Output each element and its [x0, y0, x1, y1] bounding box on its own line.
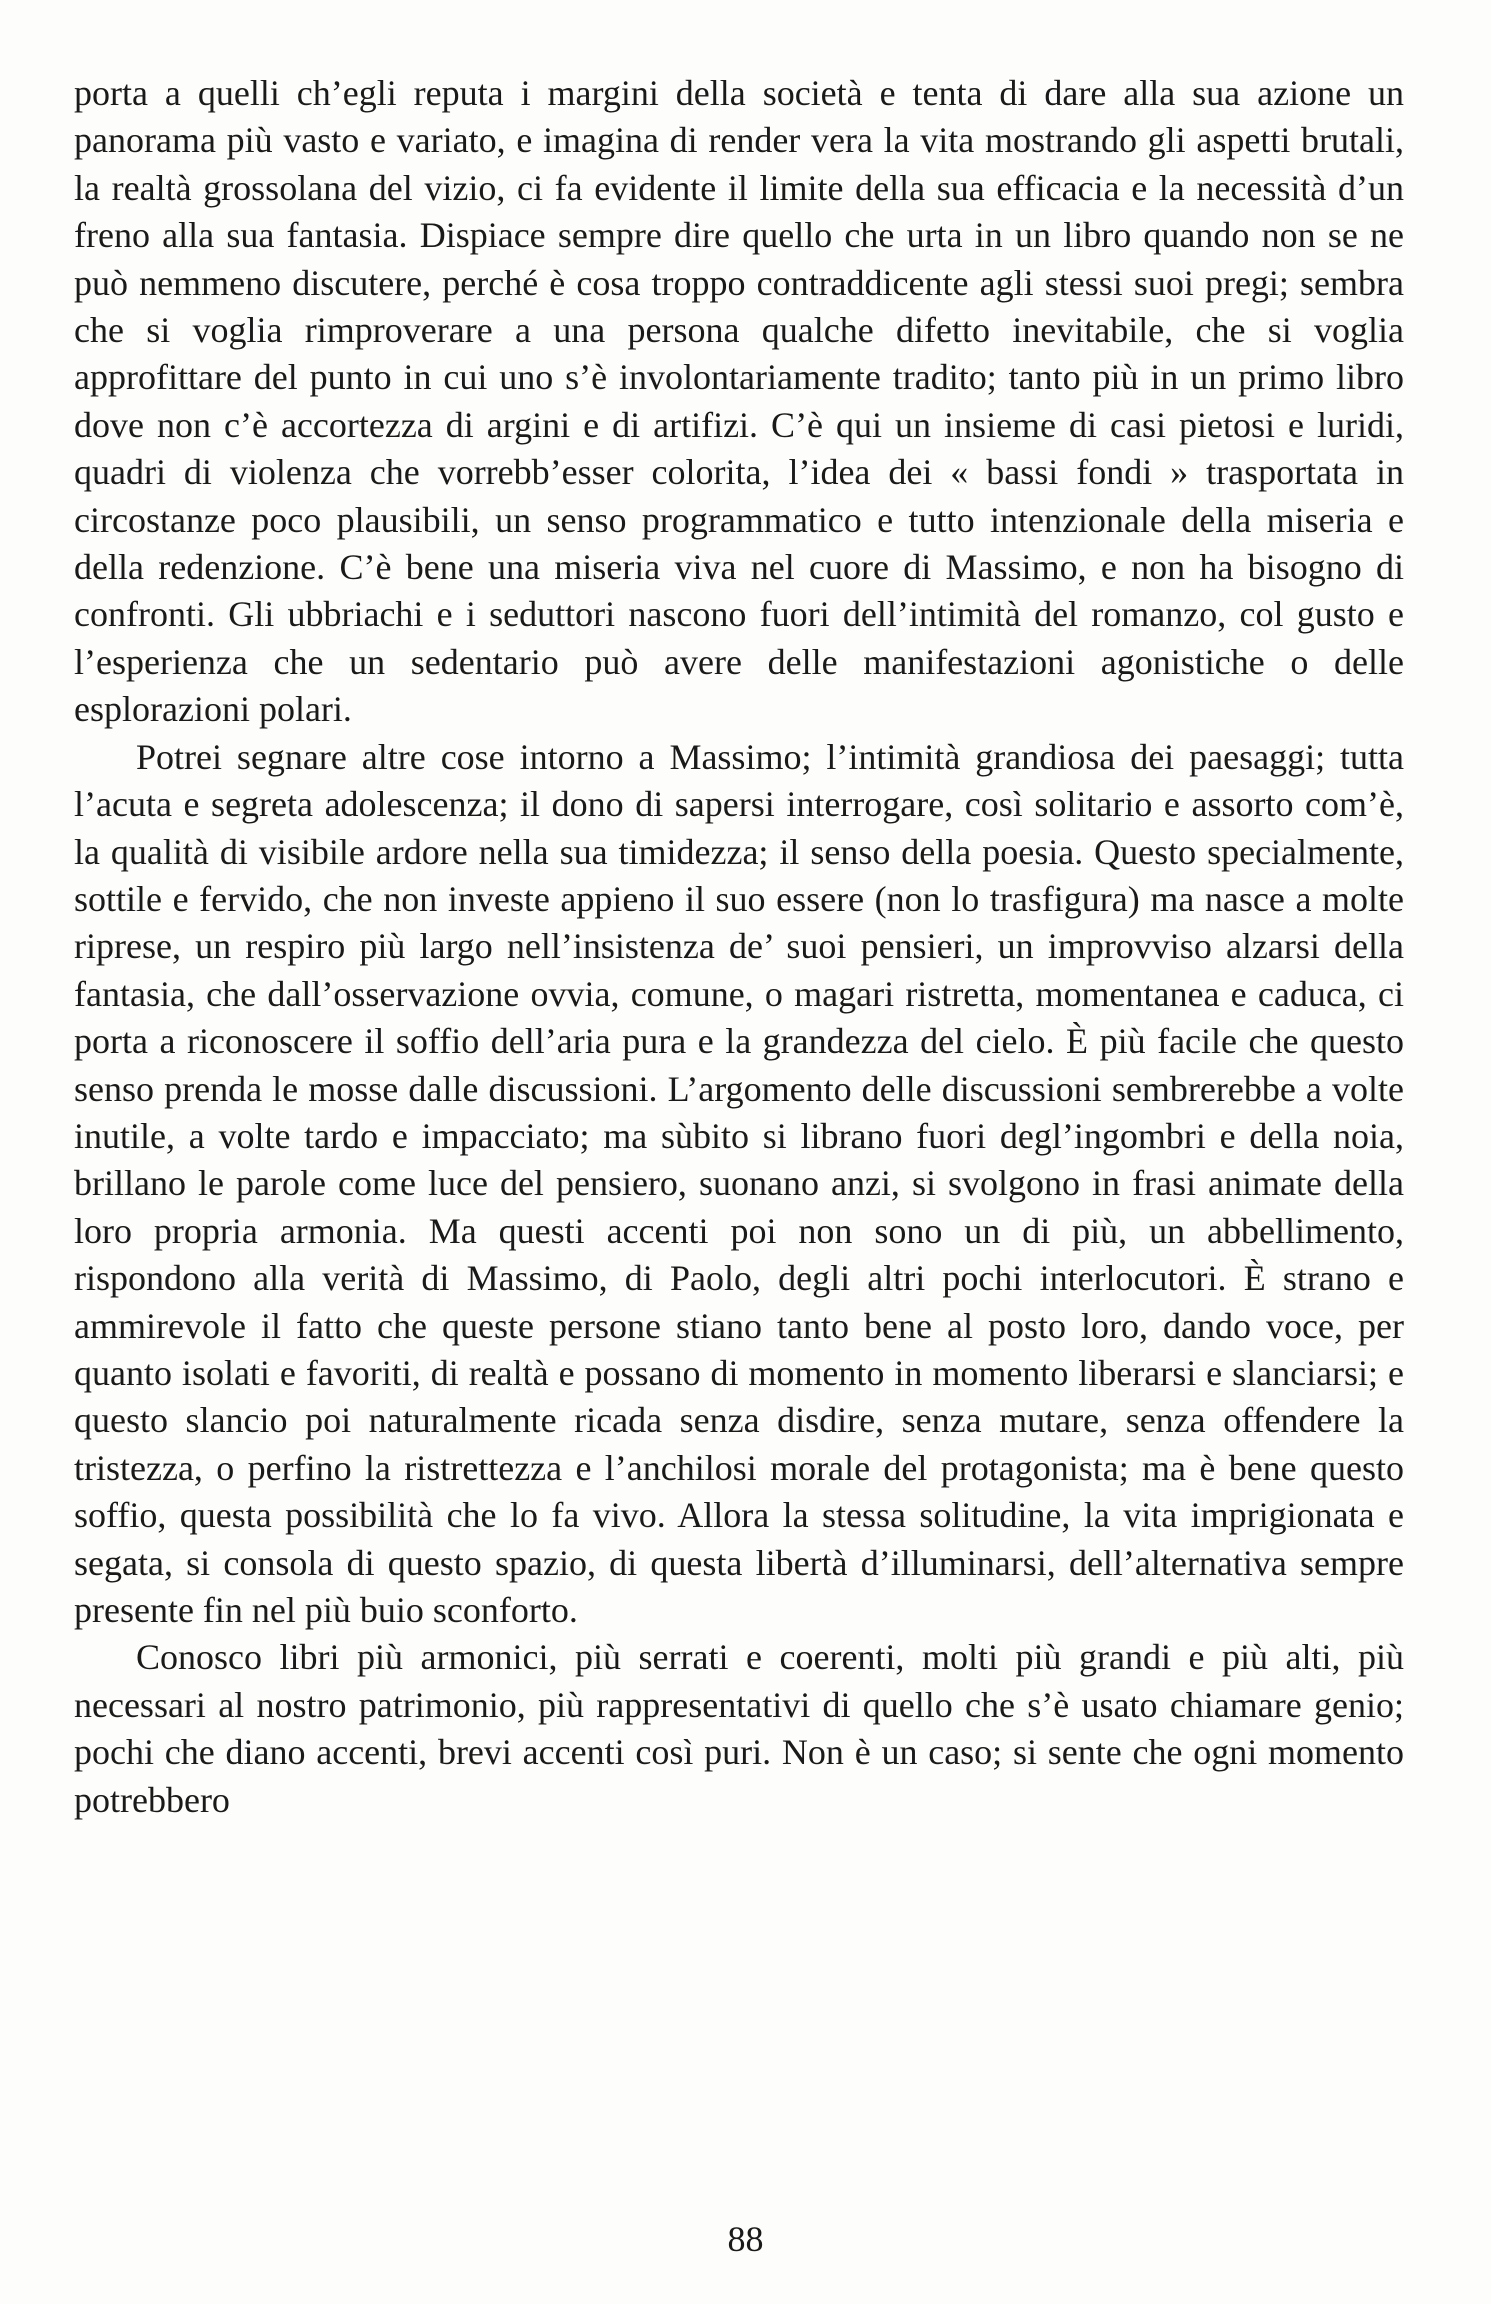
paragraph-3: Conosco libri più armonici, più serrati e coerenti, molti più grandi e più alti, più necessari al nostro patrimonio, più rappresentativi di quello che s’è usato chiamare genio; pochi che diano accenti, brevi accenti così puri. Non è un caso; si sente che ogni momento potrebbero	[74, 1637, 1404, 1820]
page-number: 88	[727, 2219, 764, 2259]
paragraph-1: porta a quelli ch’egli reputa i margini della società e tenta di dare alla sua azione un panorama più vasto e variato, e imagina di render vera la vita mostrando gli aspetti brutali, la realtà grossolana del vizio, ci fa evidente il limite della sua efficacia e la necessità d’un freno alla sua fantasia. Dispiace sempre dire quello che urta in un libro quando non se ne può nemmeno discutere, perché è cosa troppo contraddicente agli stessi suoi pregi; sembra che si voglia rimproverare a una persona qualche difetto inevitabile, che si voglia approfittare del punto in cui uno s’è involontariamente tradito; tanto più in un primo libro dove non c’è accortezza di argini e di artifizi. C’è qui un insieme di casi pietosi e luridi, quadri di violenza che vorrebb’esser colorita, l’idea dei « bassi fondi » trasportata in circostanze poco plausibili, un senso programmatico e tutto intenzionale della miseria e della redenzione. C’è bene una miseria viva nel cuore di Massimo, e non ha bisogno di confronti. Gli ubbriachi e i seduttori nascono fuori dell’intimità del romanzo, col gusto e l’esperienza che un sedentario può avere delle manifestazioni agonistiche o delle esplorazioni polari.	[74, 73, 1404, 730]
paragraph-2: Potrei segnare altre cose intorno a Massimo; l’intimità grandiosa dei paesaggi; tutta l’acuta e segreta adolescenza; il dono di sapersi interrogare, così solitario e assorto com’è, la qualità di visibile ardore nella sua timidezza; il senso della poesia. Questo specialmente, sottile e fervido, che non investe appieno il suo essere (non lo trasfigura) ma nasce a molte riprese, un respiro più largo nell’insistenza de’ suoi pensieri, un improvviso alzarsi della fantasia, che dall’osservazione ovvia, comune, o magari ristretta, momentanea e caduca, ci porta a riconoscere il soffio dell’aria pura e la grandezza del cielo. È più facile che questo senso prenda le mosse dalle discussioni. L’argomento delle discussioni sembrerebbe a volte inutile, a volte tardo e impacciato; ma sùbito si librano fuori degl’ingombri e della noia, brillano le parole come luce del pensiero, suonano anzi, si svolgono in frasi animate della loro propria armonia. Ma questi accenti poi non sono un di più, un abbellimento, rispondono alla verità di Massimo, di Paolo, degli altri pochi interlocutori. È strano e ammirevole il fatto che queste persone stiano tanto bene al posto loro, dando voce, per quanto isolati e favoriti, di realtà e possano di momento in momento liberarsi e slanciarsi; e questo slancio poi naturalmente ricada senza disdire, senza mutare, senza offendere la tristezza, o perfino la ristrettezza e l’anchilosi morale del protagonista; ma è bene questo soffio, questa possibilità che lo fa vivo. Allora la stessa solitudine, la vita imprigionata e segata, si consola di questo spazio, di questa libertà d’illuminarsi, dell’alternativa sempre presente fin nel più buio sconforto.	[74, 736, 1404, 1630]
body-text	[74, 70, 1404, 1824]
